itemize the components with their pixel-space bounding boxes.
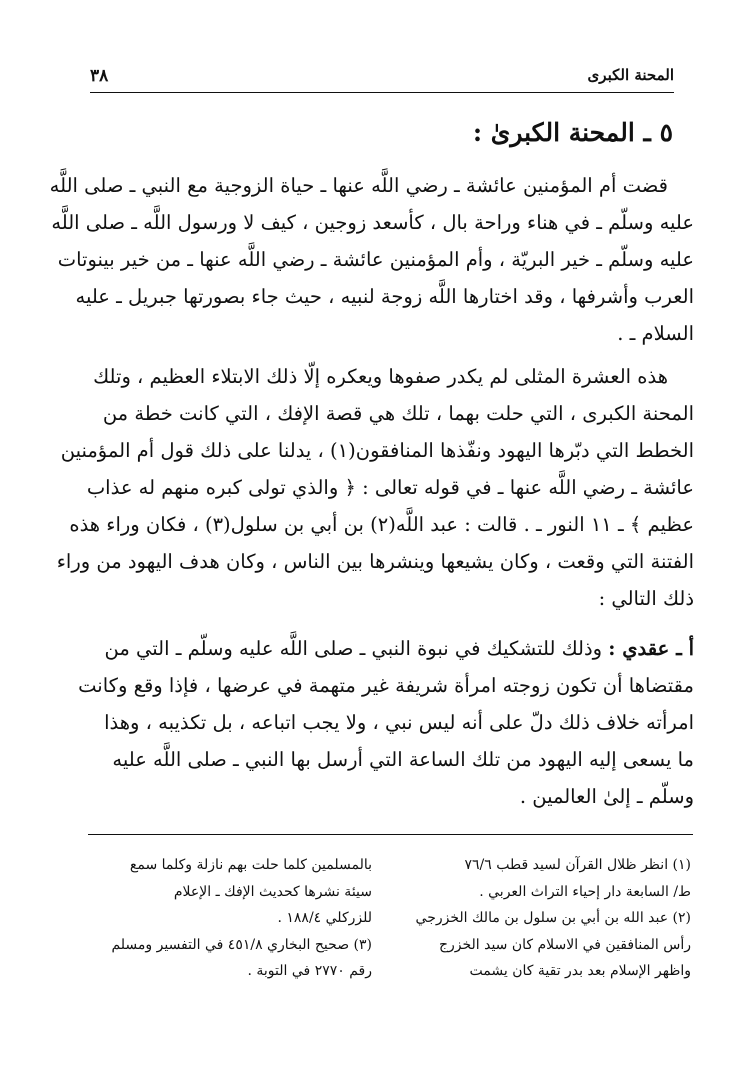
- text-line: عائشة ـ رضي اللَّه عنها ـ في قوله تعالى : ﴿ والذي تولى كبره منهم له عذاب: [86, 476, 694, 499]
- footnote-line: واظهر الإسلام بعد بدر تقية كان يشمت: [469, 963, 691, 979]
- footnote-line: سيئة نشرها كحديث الإفك ـ الإعلام: [173, 883, 372, 900]
- footnotes-left-column: [82, 852, 372, 985]
- footnotes-right-column: [401, 852, 691, 985]
- text-line: الخطط التي دبّرها اليهود ونفّذها المنافقون(١) ، يدلنا على ذلك قول أم المؤمنين: [60, 439, 694, 462]
- subsection-label: أ ـ عقدي :: [608, 637, 694, 660]
- paragraph-1: [49, 167, 694, 352]
- text-line: هذه العشرة المثلى لم يكدر صفوها ويعكره إلّا ذلك الابتلاء العظيم ، وتلك: [93, 365, 668, 388]
- text-line: وسلّم ـ إلىٰ العالمين .: [519, 785, 694, 808]
- text-line: المحنة الكبرى ، التي حلت بهما ، تلك هي قصة الإفك ، التي كانت خطة من: [102, 402, 694, 425]
- text-line: امرأته خلاف ذلك دلّ على أنه ليس نبي ، ولا يجب اتباعه ، بل تكذيبه ، وهذا: [104, 711, 694, 734]
- text-line: مقتضاها أن تكون زوجته امرأة شريفة غير متهمة في عرضها ، فإذا وقع وكانت: [78, 674, 694, 697]
- text-line: ما يسعى إليه اليهود من تلك الساعة التي أرسل بها النبي ـ صلى اللَّه عليه: [112, 748, 694, 771]
- text-line: العرب وأشرفها ، وقد اختارها اللَّه زوجة لنبيه ، حيث جاء بصورتها جبريل ـ عليه: [75, 285, 694, 308]
- footnote-line: للزركلي ١٨٨/٤ .: [277, 910, 372, 926]
- text-line: الفتنة التي وقعت ، وكان يشيعها وينشرها بين الناس ، وكان هدف اليهود من وراء: [56, 550, 694, 573]
- paragraph-2: [56, 358, 694, 617]
- page-header: [90, 64, 674, 93]
- paragraph-3: [78, 630, 694, 815]
- text-line: السلام ـ .: [617, 322, 694, 345]
- page-number: ٣٨: [90, 66, 109, 86]
- text-line: قضت أم المؤمنين عائشة ـ رضي اللَّه عنها ـ حياة الزوجية مع النبي ـ صلى اللَّه: [49, 174, 668, 197]
- footnote-line: رقم ٢٧٧٠ في التوبة .: [247, 963, 372, 979]
- text-line: وذلك للتشكيك في نبوة النبي ـ صلى اللَّه عليه وسلّم ـ التي من: [104, 637, 603, 660]
- text-line: ذلك التالي :: [598, 587, 694, 610]
- text-line: عليه وسلّم ـ خير البريّة ، وأم المؤمنين عائشة ـ رضي اللَّه عنها ـ من خير بينوتات: [57, 248, 694, 271]
- running-title: المحنة الكبرى: [587, 66, 674, 84]
- footnote-line: (١) انظر ظلال القرآن لسيد قطب ٧٦/٦: [464, 857, 691, 873]
- footnote-line: رأس المنافقين في الاسلام كان سيد الخزرج: [438, 936, 691, 953]
- text-line: عليه وسلّم ـ في هناء وراحة بال ، كأسعد زوجين ، كيف لا ورسول اللَّه ـ صلى اللَّه: [51, 211, 694, 234]
- footnote-line: (٣) صحيح البخاري ٤٥١/٨ في التفسير ومسلم: [111, 936, 372, 953]
- footnote-line: ط/ السابعة دار إحياء التراث العربي .: [479, 883, 691, 900]
- footnote-line: بالمسلمين كلما حلت بهم نازلة وكلما سمع: [129, 857, 372, 873]
- section-heading: ٥ ـ المحنة الكبرىٰ :: [472, 118, 673, 147]
- text-line: عظيم ﴾ ـ ١١ النور ـ . قالت : عبد اللَّه(٢) بن أبي بن سلول(٣) ، فكان وراء هذه: [69, 513, 694, 536]
- footnote-line: (٢) عبد الله بن أبي بن سلول بن مالك الخزرجي: [415, 910, 691, 926]
- footnote-divider: [88, 834, 693, 835]
- text-line-with-label: [84, 630, 694, 667]
